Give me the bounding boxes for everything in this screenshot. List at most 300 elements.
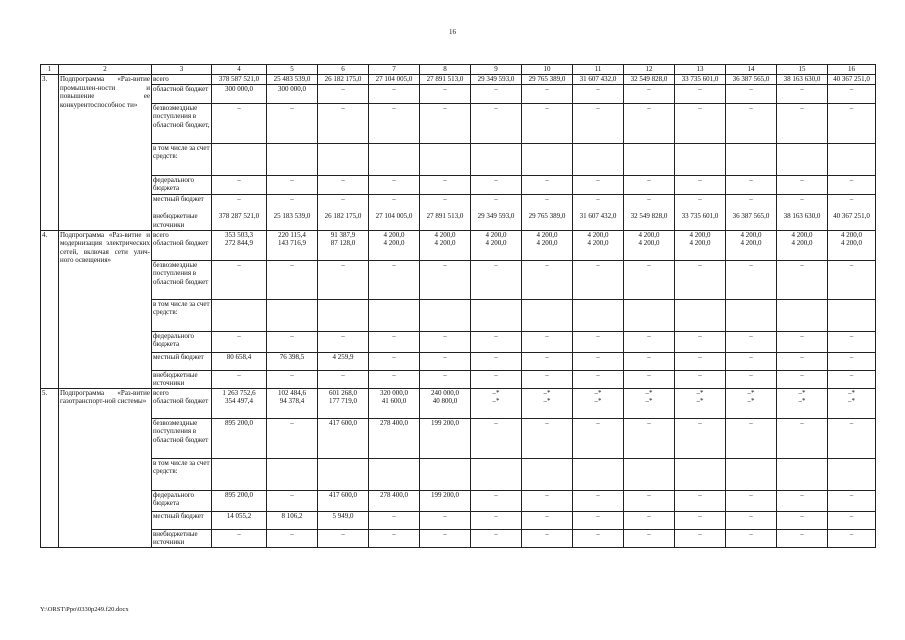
amount-cell: 4 200,0: [828, 230, 876, 239]
amount-cell: 102 484,6: [267, 388, 318, 397]
amount-cell: 4 200,0: [471, 239, 522, 260]
amount-cell: –*: [471, 388, 522, 397]
amount-cell: –: [828, 84, 876, 103]
funding-source: местный бюджет: [152, 511, 212, 529]
file-path-footer: Y:\ORST\Ppo\0330p249.f20.docx: [40, 606, 129, 613]
amount-cell: –: [828, 260, 876, 299]
amount-cell: –: [828, 194, 876, 212]
table-row: [41, 331, 876, 352]
amount-cell: 26 182 175,0: [318, 212, 369, 230]
amount-cell: [573, 143, 624, 175]
table-row: [41, 175, 876, 194]
amount-cell: –: [471, 331, 522, 352]
amount-cell: –: [522, 103, 573, 143]
amount-cell: 29 765 389,0: [522, 212, 573, 230]
amount-cell: –: [777, 260, 828, 299]
amount-cell: –: [675, 175, 726, 194]
amount-cell: –*: [726, 388, 777, 397]
funding-source: в том числе за счет средств:: [152, 143, 212, 175]
amount-cell: 36 387 565,0: [726, 212, 777, 230]
amount-cell: 33 735 601,0: [675, 212, 726, 230]
table-row: [41, 230, 876, 239]
amount-cell: –: [471, 490, 522, 511]
amount-cell: –: [471, 194, 522, 212]
header-cell: 8: [420, 65, 471, 75]
section-index: 4.: [41, 230, 59, 388]
amount-cell: –: [573, 370, 624, 388]
amount-cell: [318, 458, 369, 490]
amount-cell: 29 349 593,0: [471, 212, 522, 230]
amount-cell: –: [573, 194, 624, 212]
amount-cell: –: [675, 103, 726, 143]
amount-cell: 76 398,5: [267, 352, 318, 370]
amount-cell: –*: [522, 397, 573, 418]
header-cell: 13: [675, 65, 726, 75]
amount-cell: –: [828, 529, 876, 547]
table-row: [41, 212, 876, 230]
amount-cell: –: [675, 370, 726, 388]
amount-cell: –: [369, 260, 420, 299]
amount-cell: 41 600,0: [369, 397, 420, 418]
amount-cell: [471, 143, 522, 175]
amount-cell: –: [726, 370, 777, 388]
amount-cell: –: [369, 511, 420, 529]
amount-cell: –*: [675, 397, 726, 418]
amount-cell: –: [522, 418, 573, 458]
amount-cell: –: [777, 529, 828, 547]
amount-cell: [675, 458, 726, 490]
amount-cell: –: [318, 260, 369, 299]
amount-cell: –: [828, 418, 876, 458]
header-cell: 9: [471, 65, 522, 75]
funding-source: федерального бюджета: [152, 490, 212, 511]
table-row: [41, 529, 876, 547]
amount-cell: –: [573, 103, 624, 143]
amount-cell: 36 387 565,0: [726, 75, 777, 85]
amount-cell: 4 200,0: [675, 230, 726, 239]
amount-cell: 40 367 251,0: [828, 75, 876, 85]
amount-cell: –: [624, 352, 675, 370]
amount-cell: 240 000,0: [420, 388, 471, 397]
amount-cell: 8 106,2: [267, 511, 318, 529]
amount-cell: –: [777, 370, 828, 388]
header-cell: 5: [267, 65, 318, 75]
amount-cell: –: [471, 370, 522, 388]
amount-cell: [212, 458, 267, 490]
subprogram-name: Подпрограмма «Раз-витие и модернизация электрических сетей, включая сети улич-ного освещения»: [59, 230, 152, 388]
amount-cell: –: [522, 352, 573, 370]
amount-cell: –: [420, 194, 471, 212]
amount-cell: 354 497,4: [212, 397, 267, 418]
amount-cell: 14 055,2: [212, 511, 267, 529]
table-row: [41, 75, 876, 85]
amount-cell: –: [726, 529, 777, 547]
amount-cell: –: [675, 511, 726, 529]
amount-cell: –: [573, 331, 624, 352]
amount-cell: –: [267, 490, 318, 511]
amount-cell: –*: [522, 388, 573, 397]
amount-cell: 4 200,0: [522, 230, 573, 239]
amount-cell: –: [420, 370, 471, 388]
header-cell: 7: [369, 65, 420, 75]
amount-cell: 4 200,0: [675, 239, 726, 260]
amount-cell: 4 200,0: [777, 239, 828, 260]
amount-cell: –: [777, 490, 828, 511]
amount-cell: –*: [624, 397, 675, 418]
amount-cell: –: [522, 331, 573, 352]
amount-cell: [573, 299, 624, 331]
amount-cell: –*: [828, 388, 876, 397]
amount-cell: –: [318, 370, 369, 388]
amount-cell: –: [212, 370, 267, 388]
funding-source: безвозмездные поступления в областной бюджет,: [152, 103, 212, 143]
amount-cell: –: [726, 352, 777, 370]
table-row: [41, 299, 876, 331]
amount-cell: 199 200,0: [420, 418, 471, 458]
amount-cell: 601 268,0: [318, 388, 369, 397]
amount-cell: –: [726, 418, 777, 458]
amount-cell: 143 716,9: [267, 239, 318, 260]
table-row: [41, 388, 876, 397]
amount-cell: –: [522, 490, 573, 511]
amount-cell: 5 949,0: [318, 511, 369, 529]
amount-cell: –: [675, 490, 726, 511]
amount-cell: –: [573, 529, 624, 547]
amount-cell: –: [267, 194, 318, 212]
amount-cell: 32 549 828,0: [624, 212, 675, 230]
amount-cell: –: [777, 175, 828, 194]
amount-cell: 27 104 005,0: [369, 75, 420, 85]
budget-table: [40, 64, 876, 548]
amount-cell: 4 200,0: [522, 239, 573, 260]
amount-cell: [471, 458, 522, 490]
amount-cell: 4 200,0: [369, 239, 420, 260]
amount-cell: –: [624, 103, 675, 143]
amount-cell: 29 765 389,0: [522, 75, 573, 85]
amount-cell: 895 200,0: [212, 418, 267, 458]
subprogram-name: Подпрограмма «Раз-витие газотранспорт-ной системы»: [59, 388, 152, 547]
header-cell: 1: [41, 65, 59, 75]
amount-cell: 33 735 601,0: [675, 75, 726, 85]
header-cell: 4: [212, 65, 267, 75]
funding-source: в том числе за счет средств:: [152, 299, 212, 331]
amount-cell: –: [777, 194, 828, 212]
amount-cell: –: [267, 260, 318, 299]
header-row: [41, 65, 876, 75]
amount-cell: –: [675, 529, 726, 547]
subprogram-name: Подпрограмма «Раз-витие промышлен-ности и повышение ее конкурентоспособнос ти»: [59, 75, 152, 231]
amount-cell: –: [267, 175, 318, 194]
amount-cell: –: [777, 103, 828, 143]
amount-cell: 4 200,0: [471, 230, 522, 239]
amount-cell: [828, 143, 876, 175]
amount-cell: –: [675, 352, 726, 370]
amount-cell: 31 607 432,0: [573, 75, 624, 85]
amount-cell: 895 200,0: [212, 490, 267, 511]
amount-cell: –: [726, 260, 777, 299]
amount-cell: 27 104 005,0: [369, 212, 420, 230]
amount-cell: –: [624, 331, 675, 352]
amount-cell: –: [573, 511, 624, 529]
amount-cell: –: [828, 352, 876, 370]
table-row: [41, 143, 876, 175]
amount-cell: –: [267, 370, 318, 388]
amount-cell: 29 349 593,0: [471, 75, 522, 85]
amount-cell: 4 200,0: [369, 230, 420, 239]
amount-cell: [267, 458, 318, 490]
amount-cell: 4 200,0: [726, 239, 777, 260]
amount-cell: 4 259,9: [318, 352, 369, 370]
amount-cell: –: [828, 490, 876, 511]
amount-cell: 40 367 251,0: [828, 212, 876, 230]
amount-cell: –: [675, 260, 726, 299]
amount-cell: [420, 143, 471, 175]
amount-cell: –: [726, 103, 777, 143]
amount-cell: [369, 299, 420, 331]
amount-cell: [522, 458, 573, 490]
amount-cell: –: [522, 370, 573, 388]
section-index: 5.: [41, 388, 59, 547]
amount-cell: –*: [777, 388, 828, 397]
amount-cell: –: [318, 84, 369, 103]
amount-cell: –: [828, 175, 876, 194]
amount-cell: –: [471, 418, 522, 458]
amount-cell: 353 503,3: [212, 230, 267, 239]
amount-cell: 38 163 630,0: [777, 212, 828, 230]
amount-cell: [777, 299, 828, 331]
amount-cell: –: [369, 194, 420, 212]
amount-cell: –: [624, 194, 675, 212]
page-number: 16: [449, 28, 456, 36]
funding-source: федерального бюджета: [152, 331, 212, 352]
amount-cell: –*: [675, 388, 726, 397]
amount-cell: [212, 143, 267, 175]
amount-cell: –: [675, 331, 726, 352]
amount-cell: –: [573, 260, 624, 299]
amount-cell: –: [267, 418, 318, 458]
funding-source: всего: [152, 75, 212, 85]
amount-cell: –: [522, 529, 573, 547]
amount-cell: 1 263 752,6: [212, 388, 267, 397]
amount-cell: –: [624, 529, 675, 547]
amount-cell: [318, 143, 369, 175]
amount-cell: –: [777, 331, 828, 352]
amount-cell: –: [318, 331, 369, 352]
amount-cell: –: [573, 84, 624, 103]
amount-cell: 417 600,0: [318, 490, 369, 511]
funding-source: внебюджетные источники: [152, 370, 212, 388]
amount-cell: –*: [828, 397, 876, 418]
funding-source: внебюджетные источники: [152, 529, 212, 547]
amount-cell: –: [420, 529, 471, 547]
amount-cell: 26 182 175,0: [318, 75, 369, 85]
amount-cell: [828, 458, 876, 490]
amount-cell: 31 607 432,0: [573, 212, 624, 230]
amount-cell: –*: [777, 397, 828, 418]
amount-cell: –: [522, 84, 573, 103]
amount-cell: –: [573, 175, 624, 194]
amount-cell: –: [471, 352, 522, 370]
amount-cell: –: [212, 175, 267, 194]
amount-cell: –: [420, 84, 471, 103]
section-index: 3.: [41, 75, 59, 231]
amount-cell: [777, 143, 828, 175]
header-cell: 3: [152, 65, 212, 75]
amount-cell: [522, 299, 573, 331]
amount-cell: 278 400,0: [369, 490, 420, 511]
amount-cell: –: [471, 175, 522, 194]
amount-cell: 199 200,0: [420, 490, 471, 511]
amount-cell: 38 163 630,0: [777, 75, 828, 85]
amount-cell: [573, 458, 624, 490]
amount-cell: –: [420, 260, 471, 299]
amount-cell: [369, 458, 420, 490]
amount-cell: –: [522, 511, 573, 529]
amount-cell: –: [471, 84, 522, 103]
amount-cell: –: [420, 352, 471, 370]
amount-cell: –: [675, 84, 726, 103]
amount-cell: –: [212, 194, 267, 212]
amount-cell: –*: [573, 397, 624, 418]
amount-cell: –: [212, 103, 267, 143]
table-row: [41, 370, 876, 388]
amount-cell: 278 400,0: [369, 418, 420, 458]
amount-cell: –: [212, 529, 267, 547]
amount-cell: 80 658,4: [212, 352, 267, 370]
funding-source: всего: [152, 230, 212, 239]
amount-cell: –: [369, 529, 420, 547]
amount-cell: [624, 299, 675, 331]
funding-source: всего: [152, 388, 212, 397]
amount-cell: 177 719,0: [318, 397, 369, 418]
amount-cell: –: [471, 511, 522, 529]
amount-cell: 4 200,0: [777, 230, 828, 239]
amount-cell: –: [777, 352, 828, 370]
amount-cell: 320 000,0: [369, 388, 420, 397]
amount-cell: 4 200,0: [624, 239, 675, 260]
amount-cell: 27 891 513,0: [420, 212, 471, 230]
amount-cell: [420, 299, 471, 331]
amount-cell: –*: [726, 397, 777, 418]
header-cell: 16: [828, 65, 876, 75]
table-row: [41, 239, 876, 260]
amount-cell: –: [624, 418, 675, 458]
amount-cell: 4 200,0: [420, 230, 471, 239]
amount-cell: 300 000,0: [267, 84, 318, 103]
amount-cell: –*: [573, 388, 624, 397]
amount-cell: [369, 143, 420, 175]
amount-cell: –: [212, 331, 267, 352]
amount-cell: –: [573, 352, 624, 370]
header-cell: 15: [777, 65, 828, 75]
amount-cell: 4 200,0: [573, 230, 624, 239]
amount-cell: 40 800,0: [420, 397, 471, 418]
amount-cell: –: [471, 103, 522, 143]
amount-cell: –: [726, 84, 777, 103]
amount-cell: –: [777, 84, 828, 103]
header-cell: 2: [59, 65, 152, 75]
table-row: [41, 490, 876, 511]
amount-cell: –: [420, 511, 471, 529]
amount-cell: –*: [471, 397, 522, 418]
funding-source: областной бюджет: [152, 397, 212, 418]
header-cell: 14: [726, 65, 777, 75]
amount-cell: –: [471, 529, 522, 547]
amount-cell: –: [369, 103, 420, 143]
amount-cell: –: [420, 103, 471, 143]
amount-cell: 4 200,0: [828, 239, 876, 260]
amount-cell: 32 549 828,0: [624, 75, 675, 85]
header-cell: 12: [624, 65, 675, 75]
amount-cell: 87 128,0: [318, 239, 369, 260]
amount-cell: –: [318, 175, 369, 194]
amount-cell: [675, 143, 726, 175]
funding-source: в том числе за счет средств:: [152, 458, 212, 490]
amount-cell: –: [624, 511, 675, 529]
table-row: [41, 352, 876, 370]
amount-cell: –: [420, 175, 471, 194]
amount-cell: 378 587 521,0: [212, 75, 267, 85]
amount-cell: –: [828, 331, 876, 352]
amount-cell: [726, 458, 777, 490]
amount-cell: [267, 143, 318, 175]
amount-cell: 378 287 521,0: [212, 212, 267, 230]
funding-source: областной бюджет: [152, 84, 212, 103]
amount-cell: 417 600,0: [318, 418, 369, 458]
amount-cell: –: [522, 175, 573, 194]
amount-cell: [212, 299, 267, 331]
amount-cell: –: [675, 418, 726, 458]
funding-source: местный бюджет: [152, 194, 212, 212]
amount-cell: [675, 299, 726, 331]
table-row: [41, 103, 876, 143]
amount-cell: –: [267, 331, 318, 352]
amount-cell: [726, 143, 777, 175]
amount-cell: [318, 299, 369, 331]
amount-cell: –: [624, 260, 675, 299]
amount-cell: 27 891 513,0: [420, 75, 471, 85]
amount-cell: 4 200,0: [726, 230, 777, 239]
header-cell: 11: [573, 65, 624, 75]
amount-cell: –: [675, 194, 726, 212]
amount-cell: –: [369, 331, 420, 352]
table-row: [41, 511, 876, 529]
header-cell: 6: [318, 65, 369, 75]
amount-cell: –: [726, 511, 777, 529]
amount-cell: –: [726, 331, 777, 352]
amount-cell: –: [267, 103, 318, 143]
amount-cell: –: [267, 529, 318, 547]
amount-cell: [522, 143, 573, 175]
table-row: [41, 397, 876, 418]
funding-source: безвозмездные поступления в областной бюджет: [152, 260, 212, 299]
funding-source: безвозмездные поступления в областной бюджет: [152, 418, 212, 458]
amount-cell: [624, 143, 675, 175]
table-row: [41, 84, 876, 103]
amount-cell: [267, 299, 318, 331]
amount-cell: –: [318, 529, 369, 547]
table-row: [41, 458, 876, 490]
amount-cell: –: [369, 84, 420, 103]
amount-cell: –: [471, 260, 522, 299]
funding-source: местный бюджет: [152, 352, 212, 370]
amount-cell: –: [369, 370, 420, 388]
amount-cell: [726, 299, 777, 331]
amount-cell: –: [624, 84, 675, 103]
amount-cell: –: [828, 103, 876, 143]
amount-cell: 300 000,0: [212, 84, 267, 103]
amount-cell: –: [522, 194, 573, 212]
